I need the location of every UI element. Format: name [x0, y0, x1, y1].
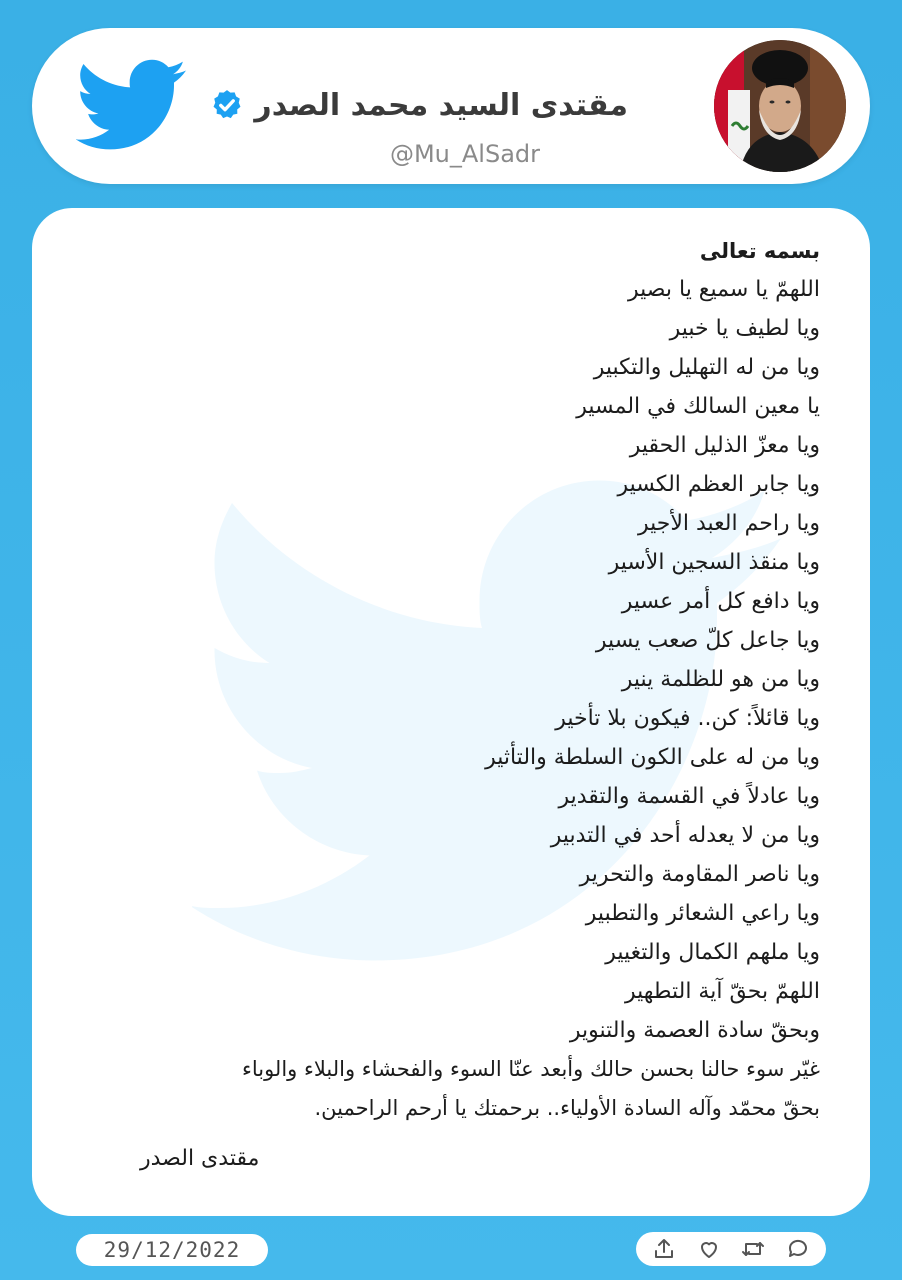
- tweet-line: ويا من له التهليل والتكبير: [593, 355, 820, 380]
- tweet-line: ويا لطيف يا خبير: [669, 316, 820, 341]
- twitter-bird-icon: [76, 58, 188, 154]
- tweet-line: ويا معزّ الذليل الحقير: [629, 433, 820, 458]
- tweet-line: ويا راحم العبد الأجير: [637, 511, 820, 536]
- tweet-line: ويا جاعل كلّ صعب يسير: [595, 628, 820, 653]
- tweet-line: ويا عادلاً في القسمة والتقدير: [558, 784, 820, 809]
- tweet-line: ويا جابر العظم الكسير: [617, 472, 820, 497]
- verified-badge-icon: [210, 88, 244, 122]
- tweet-line: ويا ناصر المقاومة والتحرير: [579, 862, 820, 887]
- tweet-line: ويا من هو للظلمة ينير: [621, 667, 820, 692]
- tweet-line: ويا قائلاً: كن.. فيكون بلا تأخير: [555, 706, 820, 731]
- reply-icon[interactable]: [785, 1236, 811, 1262]
- tweet-body: [100, 236, 820, 1128]
- share-icon[interactable]: [651, 1236, 677, 1262]
- tweet-line: ويا ملهم الكمال والتغيير: [605, 940, 820, 965]
- tweet-line: ويا منقذ السجين الأسير: [608, 550, 820, 575]
- tweet-line: ويا من له على الكون السلطة والتأثير: [485, 745, 820, 770]
- tweet-line: اللهمّ بحقّ آية التطهير: [625, 979, 820, 1004]
- tweet-line: ويا دافع كل أمر عسير: [621, 589, 820, 614]
- tweet-closing-line: بحقّ محمّد وآله السادة الأولياء.. برحمتك يا أرحم الراحمين.: [314, 1096, 820, 1120]
- tweet-date: 29/12/2022: [76, 1234, 268, 1266]
- tweet-line: يا معين السالك في المسير: [576, 394, 820, 419]
- tweet-title: بسمه تعالى: [699, 239, 820, 263]
- tweet-line: وبحقّ سادة العصمة والتنوير: [569, 1018, 820, 1043]
- name-row: [210, 82, 628, 128]
- avatar[interactable]: [714, 40, 846, 172]
- tweet-closing-line: غيّر سوء حالنا بحسن حالك وأبعد عنّا السوء والفحشاء والبلاء والوباء: [241, 1057, 820, 1081]
- retweet-icon[interactable]: [740, 1236, 766, 1262]
- tweet-line: ويا من لا يعدله أحد في التدبير: [550, 823, 820, 848]
- tweet-card: [32, 208, 870, 1216]
- profile-header-card: [32, 28, 870, 184]
- tweet-line: ويا راعي الشعائر والتطبير: [585, 901, 820, 926]
- like-icon[interactable]: [696, 1236, 722, 1262]
- user-handle[interactable]: @Mu_AlSadr: [389, 140, 540, 168]
- tweet-actions: [636, 1232, 826, 1266]
- tweet-signature: مقتدى الصدر: [140, 1146, 260, 1171]
- display-name[interactable]: مقتدى السيد محمد الصدر: [254, 87, 628, 123]
- tweet-line: اللهمّ يا سميع يا بصير: [628, 277, 820, 302]
